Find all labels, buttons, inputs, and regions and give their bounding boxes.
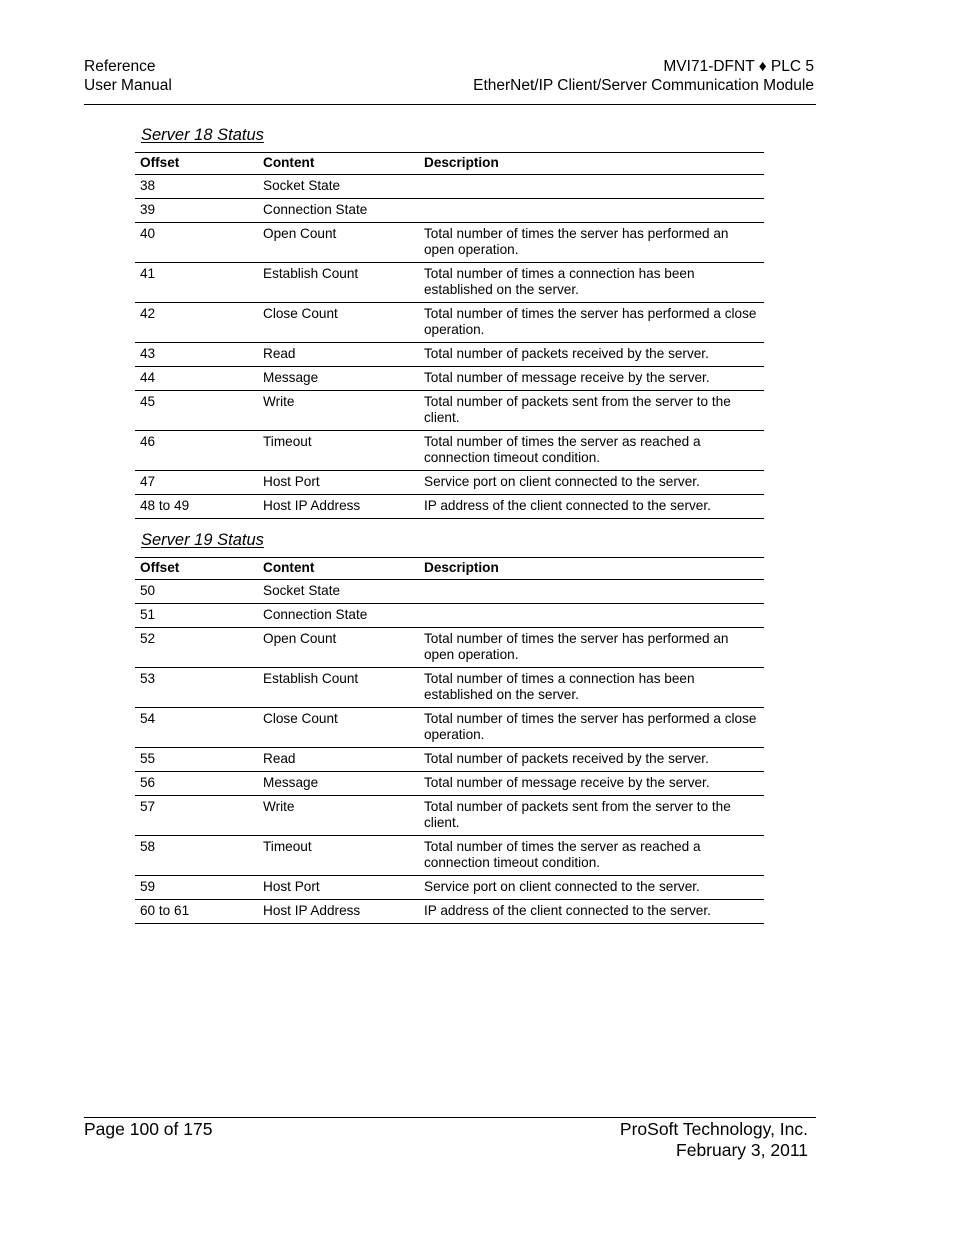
table-row xyxy=(135,628,764,668)
content-cell: Close Count xyxy=(258,708,419,748)
content-cell: Connection State xyxy=(258,199,419,223)
content-cell: Timeout xyxy=(258,836,419,876)
content-cell: Host IP Address xyxy=(258,495,419,519)
column-header-description: Description xyxy=(419,558,764,580)
column-header-content: Content xyxy=(258,153,419,175)
table-row xyxy=(135,796,764,836)
description-cell: Total number of times a connection has been established on the server. xyxy=(419,668,764,708)
description-cell: IP address of the client connected to the server. xyxy=(419,495,764,519)
content-cell: Host IP Address xyxy=(258,900,419,924)
table-row xyxy=(135,175,764,199)
column-header-description: Description xyxy=(419,153,764,175)
page-header-right xyxy=(473,57,814,95)
offset-cell: 55 xyxy=(135,748,258,772)
content-cell: Open Count xyxy=(258,223,419,263)
page-number: Page 100 of 175 xyxy=(84,1119,213,1139)
table-row xyxy=(135,604,764,628)
offset-cell: 56 xyxy=(135,772,258,796)
header-divider xyxy=(84,104,816,105)
description-cell: Total number of packets received by the server. xyxy=(419,343,764,367)
content-cell: Socket State xyxy=(258,580,419,604)
header-section-name: Reference xyxy=(84,58,156,75)
content-cell: Write xyxy=(258,796,419,836)
table-body xyxy=(135,175,764,519)
table-row xyxy=(135,367,764,391)
table-row xyxy=(135,431,764,471)
offset-cell: 41 xyxy=(135,263,258,303)
offset-cell: 59 xyxy=(135,876,258,900)
offset-cell: 47 xyxy=(135,471,258,495)
content-cell: Host Port xyxy=(258,876,419,900)
offset-cell: 45 xyxy=(135,391,258,431)
table-row xyxy=(135,495,764,519)
section-title-server-18: Server 18 Status xyxy=(141,126,264,144)
description-cell xyxy=(419,175,764,199)
server-18-status-table xyxy=(135,152,764,519)
page-header-left xyxy=(84,57,172,95)
content-cell: Socket State xyxy=(258,175,419,199)
table-row xyxy=(135,199,764,223)
content-cell: Message xyxy=(258,367,419,391)
table-row xyxy=(135,391,764,431)
column-header-offset: Offset xyxy=(135,558,258,580)
content-cell: Establish Count xyxy=(258,668,419,708)
offset-cell: 60 to 61 xyxy=(135,900,258,924)
offset-cell: 57 xyxy=(135,796,258,836)
description-cell: Total number of times a connection has been established on the server. xyxy=(419,263,764,303)
content-cell: Message xyxy=(258,772,419,796)
content-cell: Close Count xyxy=(258,303,419,343)
table-row xyxy=(135,708,764,748)
description-cell: Total number of packets sent from the server to the client. xyxy=(419,391,764,431)
offset-cell: 46 xyxy=(135,431,258,471)
offset-cell: 54 xyxy=(135,708,258,748)
offset-cell: 43 xyxy=(135,343,258,367)
offset-cell: 39 xyxy=(135,199,258,223)
content-cell: Open Count xyxy=(258,628,419,668)
description-cell: Total number of packets received by the server. xyxy=(419,748,764,772)
page-footer-right xyxy=(620,1119,808,1161)
content-cell: Establish Count xyxy=(258,263,419,303)
table-row xyxy=(135,748,764,772)
content-cell: Write xyxy=(258,391,419,431)
description-cell: Total number of message receive by the server. xyxy=(419,367,764,391)
description-cell: Total number of times the server has performed a close operation. xyxy=(419,303,764,343)
description-cell: Total number of times the server as reached a connection timeout condition. xyxy=(419,836,764,876)
description-cell: Total number of times the server has performed an open operation. xyxy=(419,223,764,263)
publication-date: February 3, 2011 xyxy=(676,1140,808,1160)
description-cell: Total number of message receive by the server. xyxy=(419,772,764,796)
server-19-status-table xyxy=(135,557,764,924)
description-cell: Total number of packets sent from the server to the client. xyxy=(419,796,764,836)
description-cell: Service port on client connected to the server. xyxy=(419,876,764,900)
description-cell xyxy=(419,580,764,604)
offset-cell: 48 to 49 xyxy=(135,495,258,519)
table-header-row xyxy=(135,558,764,580)
company-name: ProSoft Technology, Inc. xyxy=(619,1119,808,1139)
offset-cell: 40 xyxy=(135,223,258,263)
header-module-name: EtherNet/IP Client/Server Communication Module xyxy=(473,77,814,94)
table-row xyxy=(135,223,764,263)
offset-cell: 53 xyxy=(135,668,258,708)
offset-cell: 58 xyxy=(135,836,258,876)
content-cell: Host Port xyxy=(258,471,419,495)
content-cell: Read xyxy=(258,748,419,772)
header-product-name: MVI71-DFNT ♦ PLC 5 xyxy=(663,58,814,75)
column-header-content: Content xyxy=(258,558,419,580)
header-document-type: User Manual xyxy=(84,77,172,94)
table-row xyxy=(135,580,764,604)
content-cell: Read xyxy=(258,343,419,367)
table-header-row xyxy=(135,153,764,175)
description-cell: Total number of times the server as reached a connection timeout condition. xyxy=(419,431,764,471)
content-cell: Connection State xyxy=(258,604,419,628)
offset-cell: 44 xyxy=(135,367,258,391)
table-row xyxy=(135,876,764,900)
offset-cell: 51 xyxy=(135,604,258,628)
description-cell: IP address of the client connected to the server. xyxy=(419,900,764,924)
table-row xyxy=(135,303,764,343)
table-row xyxy=(135,471,764,495)
page-footer-left xyxy=(84,1119,212,1140)
section-title-server-19: Server 19 Status xyxy=(141,531,264,549)
description-cell xyxy=(419,199,764,223)
table-body xyxy=(135,580,764,924)
description-cell: Service port on client connected to the server. xyxy=(419,471,764,495)
table-row xyxy=(135,668,764,708)
footer-divider xyxy=(84,1117,816,1118)
description-cell xyxy=(419,604,764,628)
content-cell: Timeout xyxy=(258,431,419,471)
column-header-offset: Offset xyxy=(135,153,258,175)
offset-cell: 42 xyxy=(135,303,258,343)
table-row xyxy=(135,772,764,796)
table-row xyxy=(135,343,764,367)
table-row xyxy=(135,836,764,876)
table-row xyxy=(135,263,764,303)
offset-cell: 38 xyxy=(135,175,258,199)
description-cell: Total number of times the server has performed an open operation. xyxy=(419,628,764,668)
table-row xyxy=(135,900,764,924)
description-cell: Total number of times the server has performed a close operation. xyxy=(419,708,764,748)
offset-cell: 50 xyxy=(135,580,258,604)
offset-cell: 52 xyxy=(135,628,258,668)
